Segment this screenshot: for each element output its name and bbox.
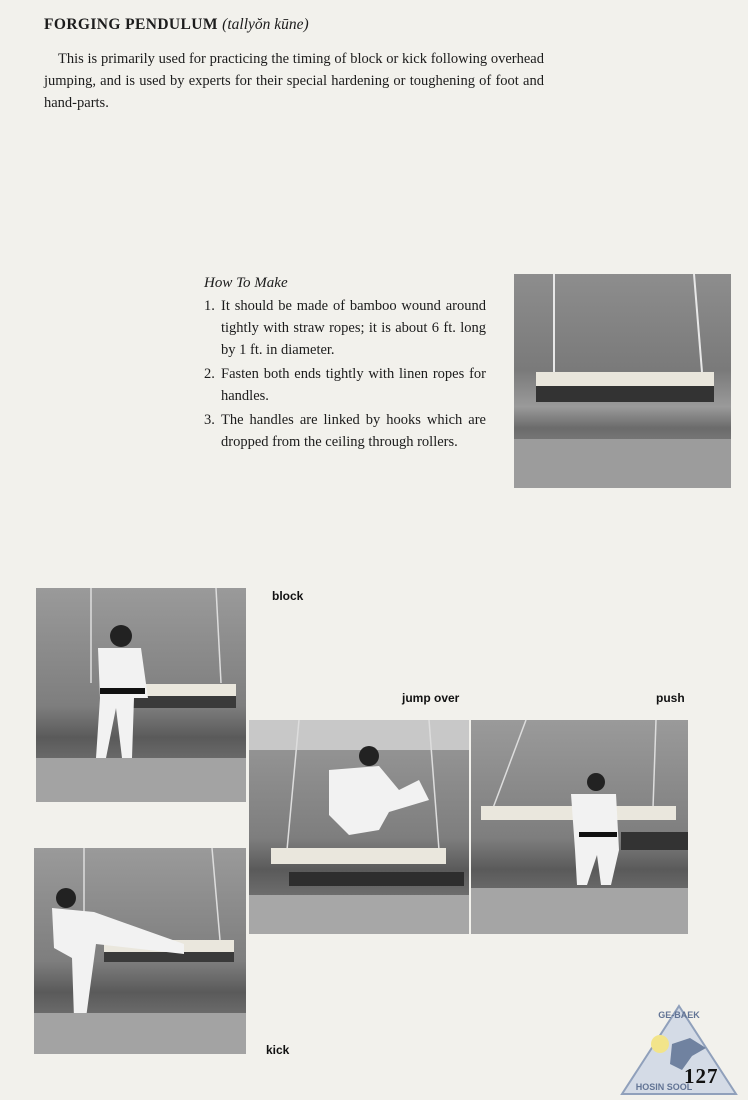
photo-jump-over <box>249 720 469 934</box>
watermark-logo <box>620 1004 738 1096</box>
step-text: The handles are linked by hooks which are dropped from the ceiling through rollers. <box>221 412 486 450</box>
photo-kick <box>34 848 246 1054</box>
caption-push: push <box>656 691 685 705</box>
intro-paragraph: This is primarily used for practicing the timing of block or kick following overhead jumping, and is used by experts for their special hardening or toughening of foot and hand-parts. <box>44 51 544 111</box>
step-text: It should be made of bamboo wound around tightly with straw ropes; it is about 6 ft. long by 1 ft. in diameter. <box>221 298 486 358</box>
photo-pendulum <box>514 274 731 488</box>
watermark-top-text: GE-BAEK <box>658 1010 700 1020</box>
photo-block <box>36 588 246 802</box>
step-number: 2. <box>204 366 215 382</box>
photo-push <box>471 720 688 934</box>
how-to-make-steps <box>204 295 486 453</box>
title-main: FORGING PENDULUM <box>44 16 218 33</box>
caption-block: block <box>272 589 304 603</box>
watermark-bottom-text: HOSIN SOOL <box>635 1082 693 1092</box>
title-romanized: (tallyŏn kūne) <box>222 16 309 33</box>
how-to-make-heading: How To Make <box>204 275 288 291</box>
step-number: 1. <box>204 298 215 314</box>
page-title <box>44 16 309 34</box>
step-item <box>204 409 486 453</box>
caption-jump-over: jump over <box>402 691 460 705</box>
page-number: 127 <box>684 1064 719 1088</box>
step-item <box>204 295 486 361</box>
step-text: Fasten both ends tightly with linen ropes for handles. <box>221 366 486 404</box>
step-number: 3. <box>204 412 215 428</box>
how-to-make-section <box>204 272 486 455</box>
step-item <box>204 363 486 407</box>
caption-kick: kick <box>266 1043 290 1057</box>
